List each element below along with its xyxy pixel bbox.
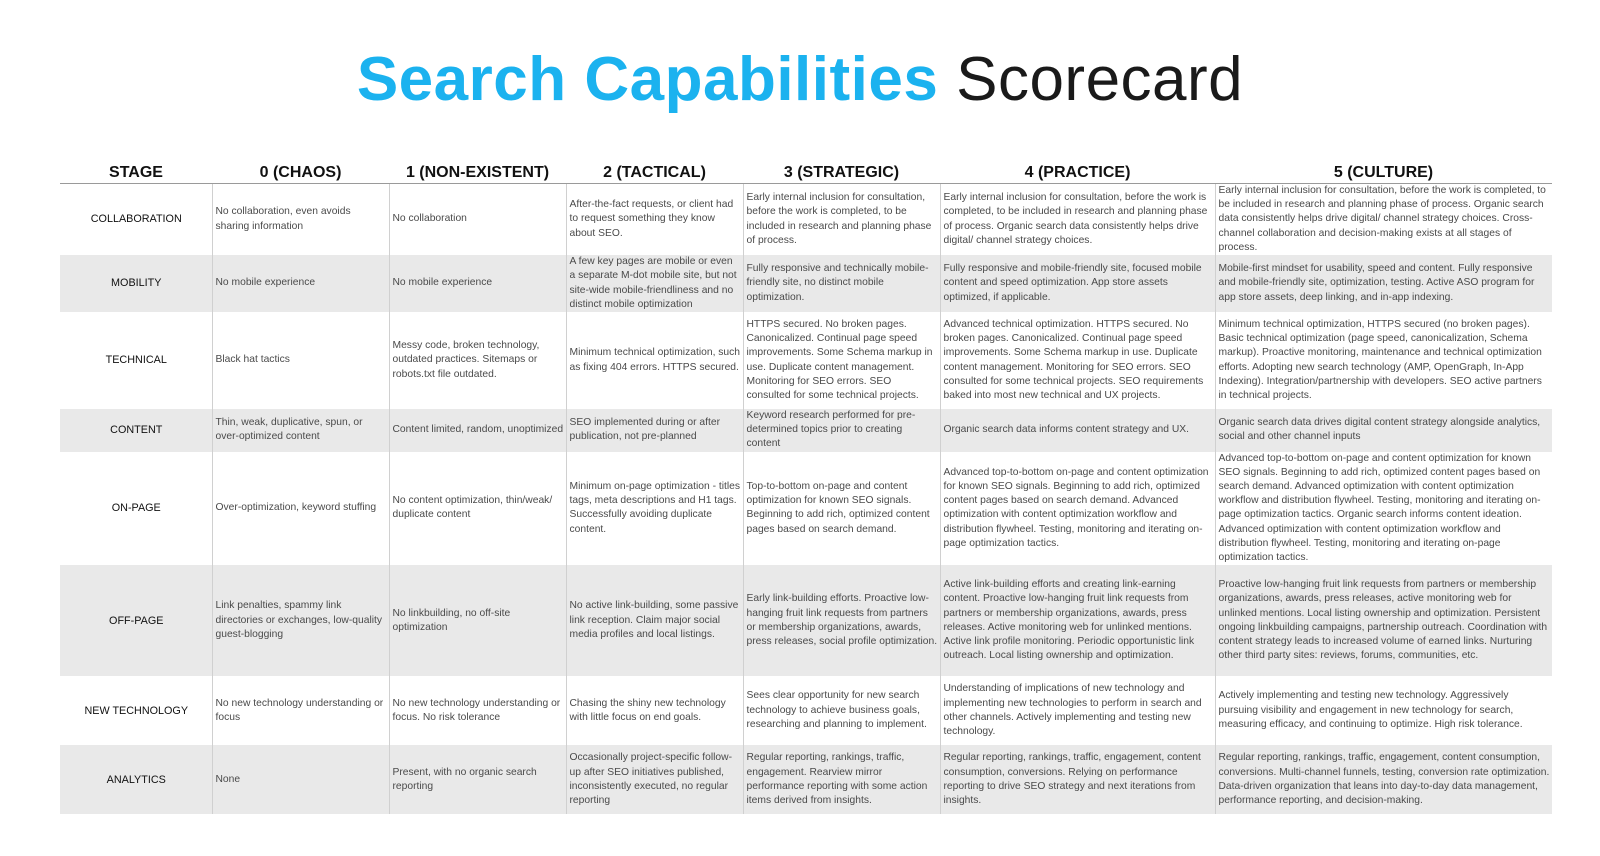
table-cell: No new technology understanding or focus <box>212 676 389 745</box>
table-cell: Fully responsive and technically mobile-friendly site, no distinct mobile optimization. <box>743 255 940 312</box>
table-cell: Top-to-bottom on-page and content optimization for known SEO signals. Beginning to add rich, optimized content pages based on search demand. <box>743 452 940 566</box>
table-cell: Actively implementing and testing new technology. Aggressively pursuing visibility and engagement in new technology for search, measuring efficacy, and continuing to optimize. High risk tolerance. <box>1218 690 1523 730</box>
table-cell: Content limited, random, unoptimized <box>389 409 566 452</box>
table-row <box>60 565 1552 676</box>
table-cell: Minimum on-page optimization - titles tags, meta descriptions and H1 tags. Successfully avoiding duplicate content. <box>566 452 743 566</box>
title-bold: Search Capabilities <box>356 45 939 114</box>
table-cell: Mobile-first mindset for usability, speed and content. Fully responsive and mobile-friendly site, optimization, testing. Active ASO program for app store assets, deep linking, and in-app indexing. <box>1215 255 1552 312</box>
stage-cell: MOBILITY <box>60 255 212 312</box>
table-cell: No linkbuilding, no off-site optimization <box>389 565 566 676</box>
table-cell: Early internal inclusion for consultation, before the work is completed, to be included in research and planning phase of process. Organic search data consistently helps drive digital/ channel strategy choices. <box>940 184 1215 256</box>
scorecard-table <box>60 155 1552 814</box>
header-level-4: 4 (PRACTICE) <box>940 155 1215 184</box>
header-level-0: 0 (CHAOS) <box>212 155 389 184</box>
table-cell: Early internal inclusion for consultation, before the work is completed, to be included in research and planning phase of process. Organic search data consistently helps drive digital/ channel strategy choices. Cross-channel collaboration and decision-making exists at all stages of process. <box>1218 185 1546 253</box>
table-cell: After-the-fact requests, or client had to request something they know about SEO. <box>566 184 743 256</box>
stage-cell: ON-PAGE <box>60 452 212 566</box>
table-row <box>60 745 1552 814</box>
table-cell: Early link-building efforts. Proactive low-hanging fruit link requests from partners or membership organizations, awards, press releases, social profile optimization. <box>743 565 940 676</box>
header-level-1: 1 (NON-EXISTENT) <box>389 155 566 184</box>
stage-cell: CONTENT <box>60 409 212 452</box>
table-cell: SEO implemented during or after publication, not pre-planned <box>566 409 743 452</box>
table-row <box>60 312 1552 409</box>
table-cell: Thin, weak, duplicative, spun, or over-optimized content <box>212 409 389 452</box>
header-level-2: 2 (TACTICAL) <box>566 155 743 184</box>
table-cell: Early internal inclusion for consultation, before the work is completed, to be included in research and planning phase of process. <box>743 184 940 256</box>
stage-cell: COLLABORATION <box>60 184 212 256</box>
table-cell: Occasionally project-specific follow-up after SEO initiatives published, inconsistently executed, no regular reporting <box>566 745 743 814</box>
table-cell: Advanced technical optimization. HTTPS secured. No broken pages. Canonicalized. Continual page speed improvements. Some Schema markup in use. Duplicate content management. Monitoring for SEO errors. SEO consulted for some technical projects. SEO requirements baked into most new technical and UX projects. <box>940 312 1215 409</box>
table-cell: HTTPS secured. No broken pages. Canonicalized. Continual page speed improvements. Some Schema markup in use. Duplicate content management. Monitoring for SEO errors. SEO consulted for some technical projects. <box>743 312 940 409</box>
page-title <box>0 40 1600 120</box>
table-cell: No mobile experience <box>389 255 566 312</box>
table-row <box>60 452 1552 566</box>
table-cell: Regular reporting, rankings, traffic, engagement, content consumption, conversions. Multi-channel funnels, testing, conversion rate optimization. Data-driven organization that leans into day-to-day data management, performance reporting, and decision-making. <box>1215 745 1552 814</box>
table-row <box>60 255 1552 312</box>
stage-cell: TECHNICAL <box>60 312 212 409</box>
table-cell: Organic search data drives digital content strategy alongside analytics, social and other channel inputs <box>1215 409 1552 452</box>
table-cell: Keyword research performed for pre-determined topics prior to creating content <box>743 409 940 452</box>
table-cell: Minimum technical optimization, HTTPS secured (no broken pages). Basic technical optimization (page speed, canonicalization, Schema markup). Proactive monitoring, maintenance and technical optimization efforts. Adopting new search technology (AMP, OpenGraph, In-App Indexing). Integration/partnership with developers. SEO active partners in technical projects. <box>1218 318 1542 401</box>
stage-cell: NEW TECHNOLOGY <box>60 676 212 745</box>
table-cell: Advanced top-to-bottom on-page and content optimization for known SEO signals. Beginning to add rich, optimized content pages based on search demand. Advanced optimization with content optimization workflow and distribution flywheel. Testing, monitoring and iterating on-page optimization tactics. <box>940 452 1215 566</box>
table-cell: Link penalties, spammy link directories or exchanges, low-quality guest-blogging <box>212 565 389 676</box>
table-cell: Over-optimization, keyword stuffing <box>212 452 389 566</box>
table-cell: None <box>212 745 389 814</box>
table-row <box>60 409 1552 452</box>
table-cell: No content optimization, thin/weak/ duplicate content <box>389 452 566 566</box>
table-cell: No collaboration, even avoids sharing information <box>212 184 389 256</box>
table-row <box>60 184 1552 256</box>
table-cell: Chasing the shiny new technology with little focus on end goals. <box>566 676 743 745</box>
table-cell: Present, with no organic search reporting <box>389 745 566 814</box>
header-stage: STAGE <box>60 155 212 184</box>
table-cell: Organic search data informs content strategy and UX. <box>940 409 1215 452</box>
table-cell: Regular reporting, rankings, traffic, engagement, content consumption, conversions. Relying on performance reporting to drive SEO strategy and next iterations from insights. <box>940 745 1215 814</box>
stage-cell: OFF-PAGE <box>60 565 212 676</box>
table-cell: No new technology understanding or focus. No risk tolerance <box>389 676 566 745</box>
table-cell: Messy code, broken technology, outdated practices. Sitemaps or robots.txt file outdated. <box>389 312 566 409</box>
table-cell: No collaboration <box>389 184 566 256</box>
table-cell: Regular reporting, rankings, traffic, engagement. Rearview mirror performance reporting with some action items derived from insights. <box>743 745 940 814</box>
table-cell: Minimum technical optimization, such as fixing 404 errors. HTTPS secured. <box>566 312 743 409</box>
header-level-5: 5 (CULTURE) <box>1215 155 1552 184</box>
table-row <box>60 676 1552 745</box>
table-cell: Understanding of implications of new technology and implementing new technologies to perform in search and other channels. Actively implementing and testing new technology. <box>940 676 1215 745</box>
header-row <box>60 155 1552 184</box>
table-cell: A few key pages are mobile or even a separate M-dot mobile site, but not site-wide mobile-friendliness and no distinct mobile optimization <box>566 255 743 312</box>
title-light: Scorecard <box>956 45 1244 114</box>
table-cell: Black hat tactics <box>212 312 389 409</box>
header-level-3: 3 (STRATEGIC) <box>743 155 940 184</box>
table-cell: Proactive low-hanging fruit link requests from partners or membership organizations, awards, press releases, active monitoring web for unlinked mentions. Local listing ownership and optimization. Persistent ongoing linkbuilding campaigns, partnership outreach. Coordination with content strategy leads to increased volume of earned links. Nurturing other third party sites: reviews, forums, communities, etc. <box>1215 565 1552 676</box>
table-cell: Active link-building efforts and creating link-earning content. Proactive low-hanging fruit link requests from partners or membership organizations, awards, press releases. Active monitoring web for unlinked mentions. Active link profile monitoring. Periodic opportunistic link outreach. Local listing ownership and optimization. <box>940 565 1215 676</box>
table-cell: Advanced top-to-bottom on-page and content optimization for known SEO signals. Beginning to add rich, optimized content pages based on search demand. Advanced optimization with content optimization workflow and distribution flywheel. Testing, monitoring and iterating on-page optimization tactics. Organic search informs content ideation. Advanced optimization with content optimization workflow and distribution flywheel. Testing, monitoring and iterating on-page optimization tactics. <box>1218 452 1541 564</box>
table-cell: No active link-building, some passive link reception. Claim major social media profiles and local listings. <box>566 565 743 676</box>
table-cell: Fully responsive and mobile-friendly site, focused mobile content and speed optimization. App store assets optimized, if applicable. <box>940 255 1215 312</box>
table-cell: No mobile experience <box>212 255 389 312</box>
stage-cell: ANALYTICS <box>60 745 212 814</box>
table-cell: Sees clear opportunity for new search technology to achieve business goals, researching and planning to implement. <box>743 676 940 745</box>
